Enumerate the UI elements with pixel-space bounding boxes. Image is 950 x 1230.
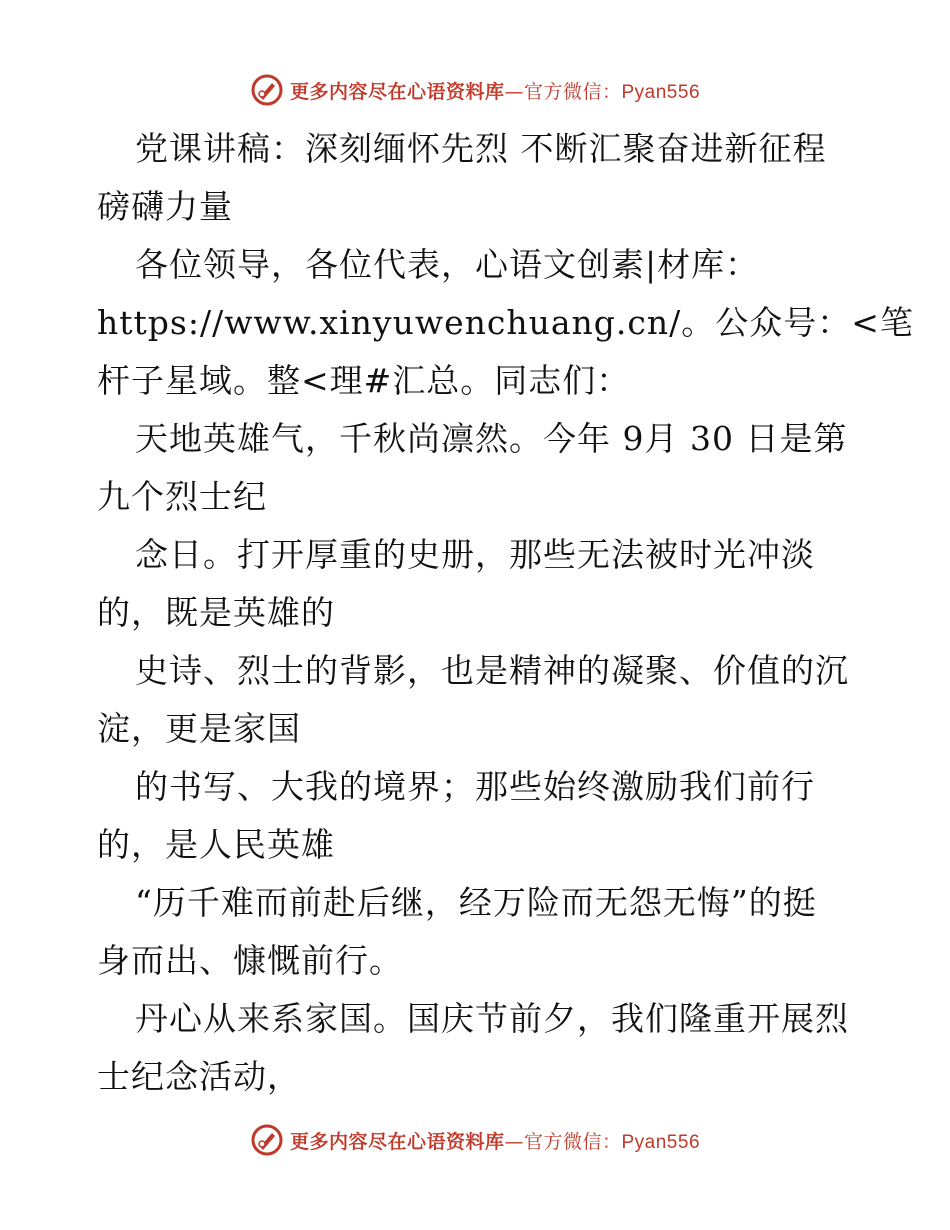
banner-site-text: 更多内容尽在心语资料库 — [289, 80, 505, 103]
banner-text — [290, 77, 700, 104]
brand-logo-icon — [250, 73, 284, 107]
text-line: “历千难而前赴后继，经万险而无怨无悔”的挺 — [135, 883, 817, 922]
text-line: 党课讲稿：深刻缅怀先烈 不断汇聚奋进新征程 — [135, 129, 827, 168]
text-line: 天地英雄气，千秋尚凛然。今年 9月 30 日是第 — [135, 419, 848, 458]
footer-banner — [0, 1120, 950, 1160]
banner-separator: — — [504, 80, 524, 103]
text-line: 史诗、烈士的背影，也是精神的凝聚、价值的沉 — [135, 651, 849, 690]
banner-wechat-label: 官方微信： — [523, 1130, 622, 1153]
text-line: 的，是人民英雄 — [97, 825, 335, 864]
text-line: 各位领导，各位代表，心语文创素|材库： — [135, 245, 760, 284]
document-body — [97, 120, 914, 1106]
text-line: 淀，更是家国 — [97, 709, 301, 748]
text-line: 的，既是英雄的 — [97, 593, 335, 632]
brand-logo-icon — [250, 1123, 284, 1157]
text-line: 杆子星域。整<理#汇总。同志们： — [97, 361, 631, 400]
header-banner — [0, 70, 950, 110]
banner-site-text: 更多内容尽在心语资料库 — [289, 1130, 505, 1153]
banner-separator: — — [504, 1130, 524, 1153]
text-line: https://www.xinyuwenchuang.cn/。公众号：<笔 — [97, 303, 914, 342]
banner-wechat-id: Pyan556 — [621, 81, 701, 103]
banner-wechat-label: 官方微信： — [523, 80, 622, 103]
text-line: 磅礴力量 — [97, 187, 233, 226]
text-line: 身而出、慷慨前行。 — [97, 941, 403, 980]
banner-text — [290, 1127, 700, 1154]
text-line: 丹心从来系家国。国庆节前夕，我们隆重开展烈 — [135, 999, 849, 1038]
text-line: 士纪念活动， — [97, 1057, 301, 1096]
banner-wechat-id: Pyan556 — [621, 1131, 701, 1153]
text-line: 九个烈士纪 — [97, 477, 267, 516]
text-line: 的书写、大我的境界；那些始终激励我们前行 — [135, 767, 815, 806]
text-line: 念日。打开厚重的史册，那些无法被时光冲淡 — [135, 535, 815, 574]
